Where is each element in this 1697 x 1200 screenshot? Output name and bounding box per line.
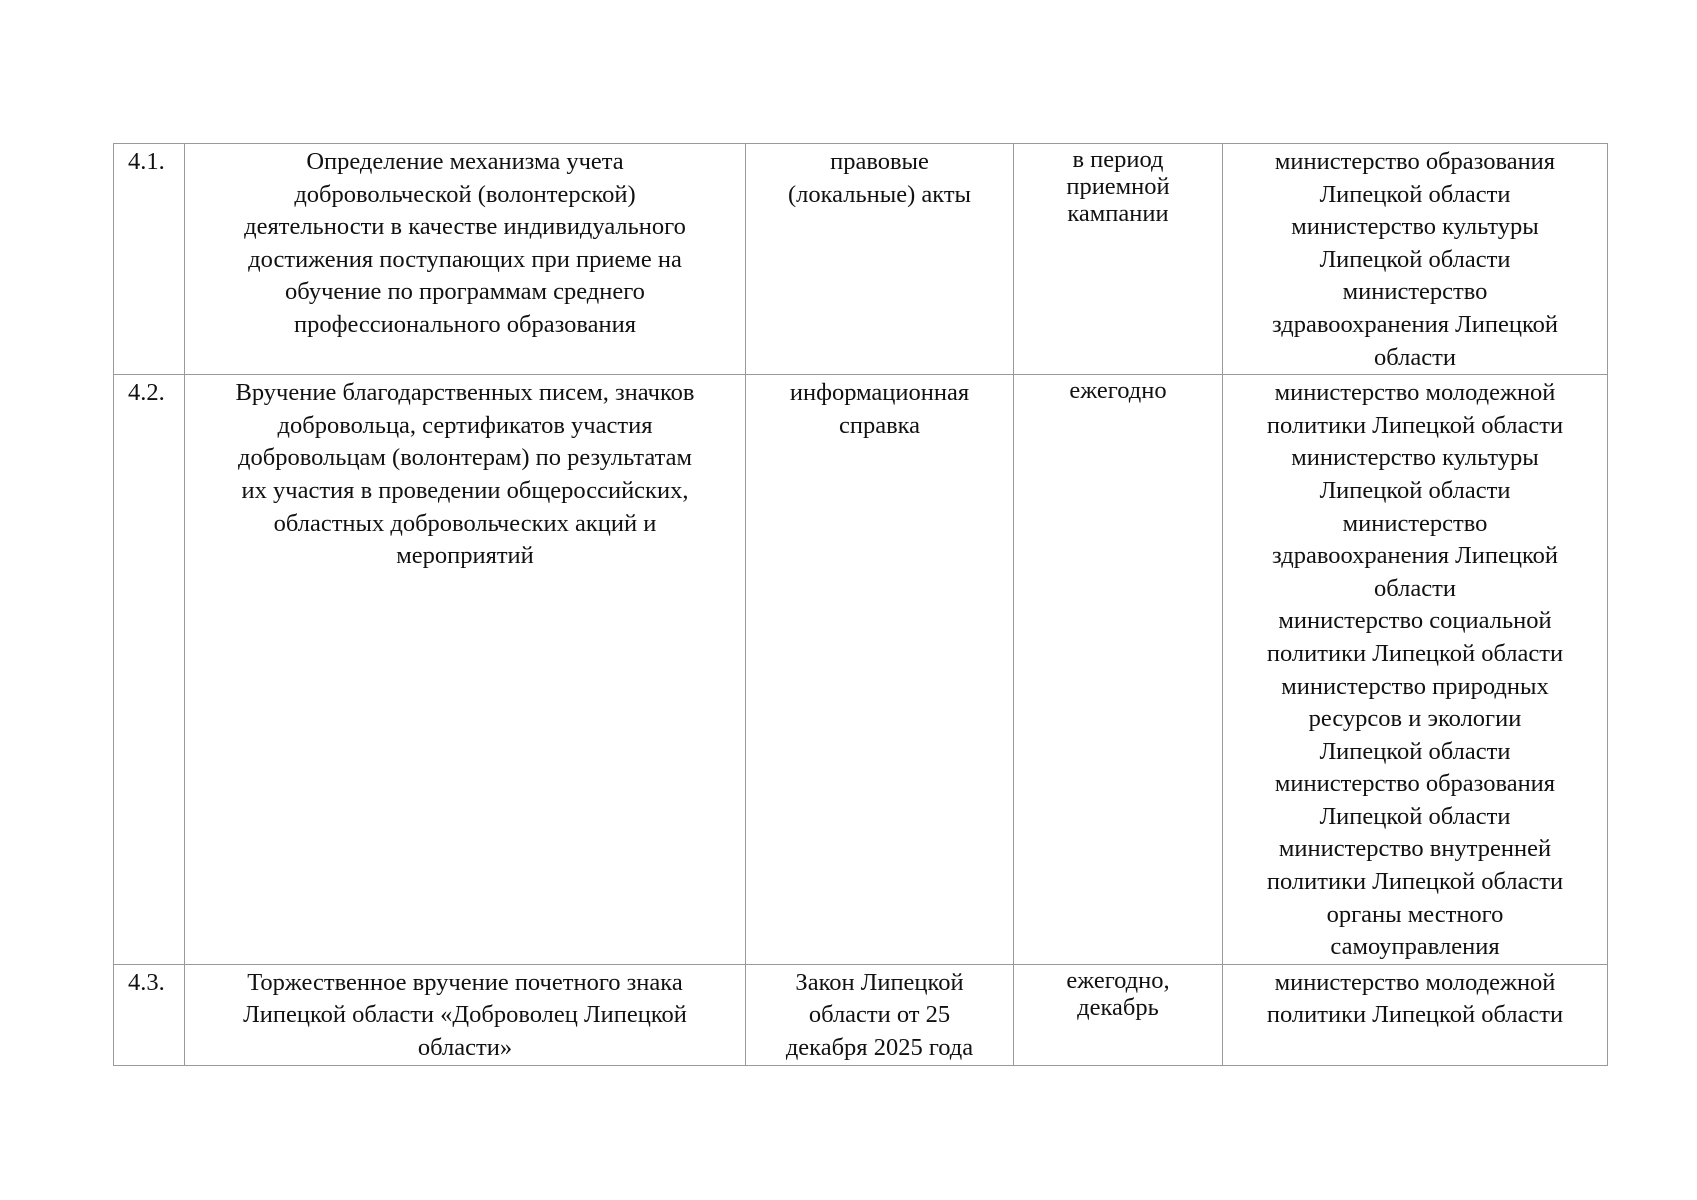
responsible-line: самоуправления [1330,933,1500,961]
event-line: области» [417,1034,513,1062]
document-cell [746,375,1014,965]
document-line: Закон Липецкой [795,968,964,996]
responsible-line: Липецкой области [1319,737,1511,765]
row-number: 4.1. [128,148,165,175]
document-line: информационная [789,379,970,407]
event-cell [185,144,746,375]
event-cell [185,964,746,1065]
responsible-line: министерство природных [1281,672,1549,700]
document-cell [746,144,1014,375]
event-line: Определение механизма учета [306,148,624,175]
row-number: 4.3. [128,968,165,996]
responsible-line: министерство [1342,278,1488,306]
responsible-line: министерство молодежной [1274,379,1556,407]
term-line: ежегодно [1069,377,1167,405]
row-number-cell [114,375,185,965]
table-row [114,144,1608,375]
term-line: кампании [1067,200,1169,227]
document-line: справка [838,411,921,439]
table-row [114,964,1608,1065]
term-cell [1014,964,1223,1065]
responsible-line: ресурсов и экологии [1308,705,1522,733]
responsible-line: политики Липецкой области [1266,1001,1564,1029]
term-line: ежегодно, [1066,966,1170,994]
event-cell [185,375,746,965]
responsible-line: министерство [1342,509,1488,537]
responsible-line: министерство культуры [1291,444,1539,472]
event-line: добровольца, сертификатов участия [277,411,653,439]
responsible-line: области [1374,343,1456,371]
row-number: 4.2. [128,379,165,407]
document-line: области от 25 [808,1001,951,1029]
document-line: правовые [830,148,929,175]
row-number-cell [114,144,185,375]
row-number-cell [114,964,185,1065]
responsible-line: политики Липецкой области [1266,868,1564,896]
responsible-line: здравоохранения Липецкой [1272,542,1558,570]
term-line: приемной [1066,173,1170,200]
event-line: областных добровольческих акций и [273,509,657,537]
responsible-line: министерство социальной [1278,607,1552,635]
event-line: добровольческой (волонтерской) [294,180,636,208]
event-line: деятельности в качестве индивидуального [244,213,686,241]
responsible-line: Липецкой области [1319,802,1511,830]
responsible-line: Липецкой области [1319,180,1511,208]
document-cell [746,964,1014,1065]
responsible-line: министерство культуры [1291,213,1539,241]
responsible-line: министерство образования [1274,148,1556,175]
responsible-cell [1223,964,1608,1065]
event-line: Липецкой области «Доброволец Липецкой [243,1001,687,1029]
document-line: декабря 2025 года [785,1034,974,1062]
responsible-line: министерство образования [1274,770,1556,798]
term-line: декабрь [1077,993,1159,1021]
event-line: достижения поступающих при приеме на [248,245,682,273]
responsible-line: органы местного [1326,900,1504,928]
event-line: обучение по программам среднего [285,278,645,306]
event-line: мероприятий [396,542,534,570]
measures-table [113,143,1608,1066]
responsible-line: Липецкой области [1319,245,1511,273]
term-line: в период [1072,146,1164,173]
responsible-line: министерство внутренней [1278,835,1552,863]
responsible-line: Липецкой области [1319,476,1511,504]
responsible-cell [1223,144,1608,375]
responsible-line: политики Липецкой области [1266,411,1564,439]
event-line: Вручение благодарственных писем, значков [235,379,695,407]
responsible-line: министерство молодежной [1274,968,1556,996]
responsible-cell [1223,375,1608,965]
document-line: (локальные) акты [787,180,971,208]
event-line: профессионального образования [293,310,637,338]
event-line: их участия в проведении общероссийских, [241,476,689,504]
event-line: добровольцам (волонтерам) по результатам [238,444,692,472]
term-cell [1014,375,1223,965]
term-cell [1014,144,1223,375]
responsible-line: здравоохранения Липецкой [1272,310,1558,338]
event-line: Торжественное вручение почетного знака [247,968,683,996]
table-row [114,375,1608,965]
responsible-line: области [1374,574,1456,602]
responsible-line: политики Липецкой области [1266,639,1564,667]
